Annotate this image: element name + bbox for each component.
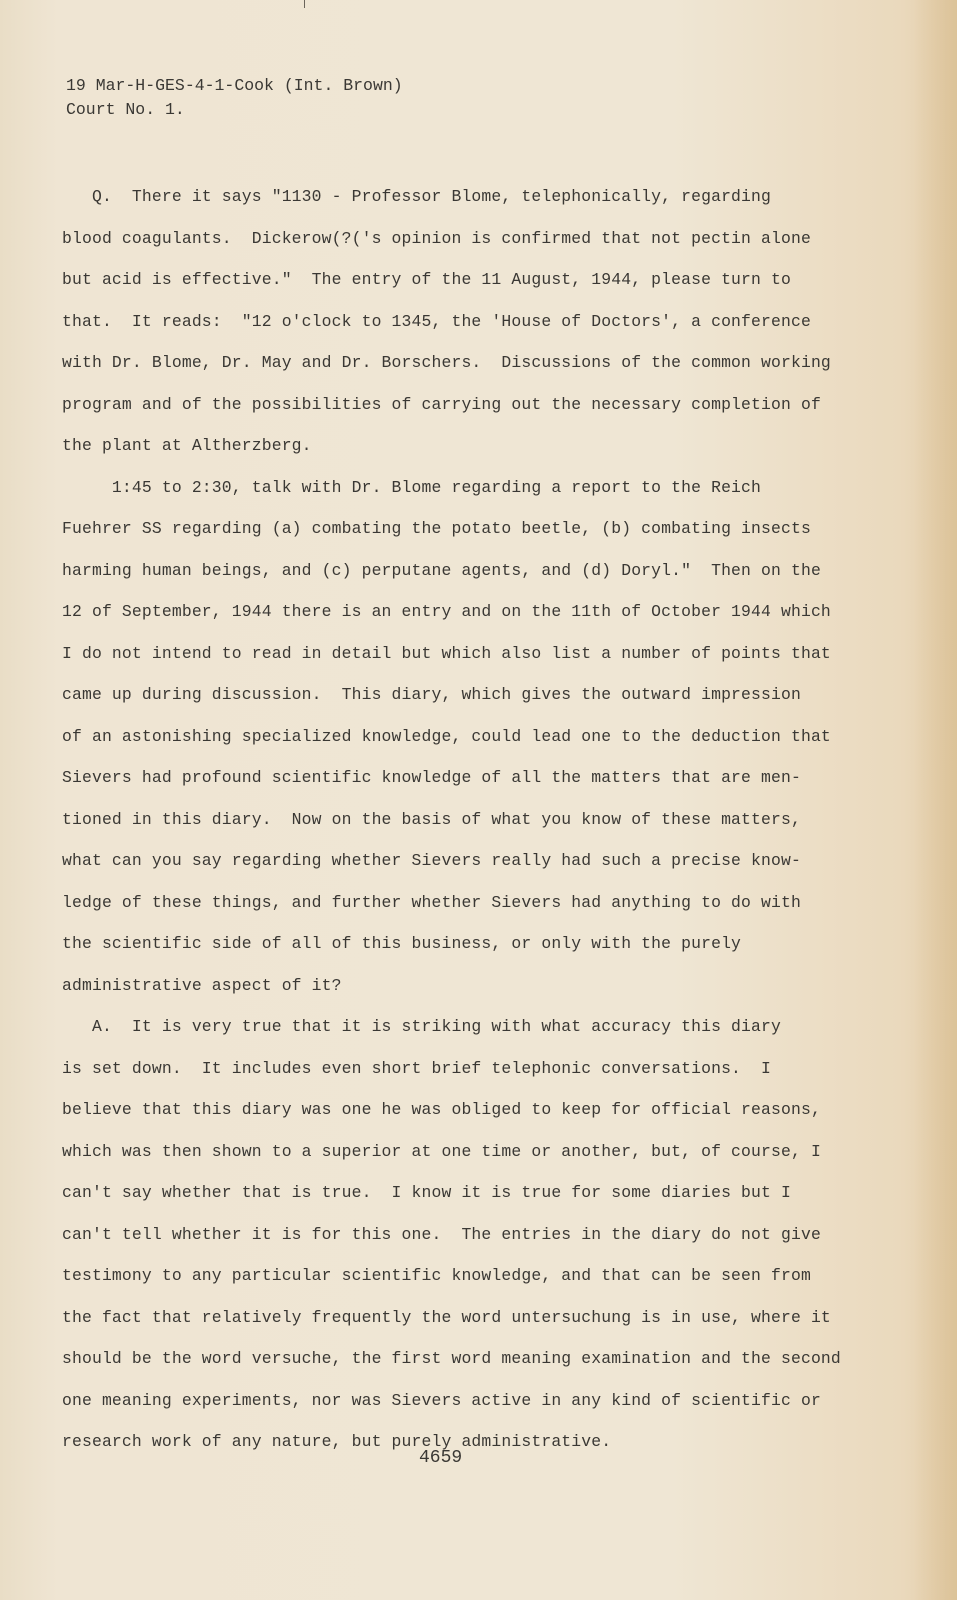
text-line: the fact that relatively frequently the word untersuchung is in use, where it — [62, 1307, 831, 1327]
text-line: 1:45 to 2:30, talk with Dr. Blome regarding a report to the Reich — [62, 477, 762, 497]
text-line: is set down. It includes even short brief telephonic conversations. I — [62, 1058, 772, 1078]
text-line: that. It reads: "12 o'clock to 1345, the 'House of Doctors', a conference — [62, 311, 811, 331]
text-line: can't tell whether it is for this one. The entries in the diary do not give — [62, 1224, 821, 1244]
text-line: blood coagulants. Dickerow(?('s opinion is confirmed that not pectin alone — [62, 228, 811, 248]
text-line: the scientific side of all of this business, or only with the purely — [62, 934, 742, 953]
text-line: tioned in this diary. Now on the basis of what you know of these matters, — [62, 809, 801, 829]
text-line: one meaning experiments, nor was Sievers active in any kind of scientific or — [62, 1390, 821, 1410]
text-line: can't say whether that is true. I know it is true for some diaries but I — [62, 1183, 791, 1202]
text-line: research work of any nature, but purely administrative. — [62, 1432, 612, 1451]
page-edge-shading — [913, 0, 957, 1600]
session-reference: 19 Mar-H-GES-4-1-Cook (Int. Brown) — [66, 76, 403, 95]
text-line: the plant at Altherzberg. — [62, 436, 312, 455]
text-line: Fuehrer SS regarding (a) combating the potato beetle, (b) combating insects — [62, 519, 811, 538]
text-line: believe that this diary was one he was obliged to keep for official reasons, — [62, 1100, 821, 1119]
page-header — [66, 74, 403, 122]
text-line: Sievers had profound scientific knowledge of all the matters that are men- — [62, 768, 801, 787]
text-line: administrative aspect of it? — [62, 975, 342, 995]
top-tick-mark — [304, 0, 305, 8]
text-line: 12 of September, 1944 there is an entry and on the 11th of October 1944 which — [62, 602, 831, 621]
court-number: Court No. 1. — [66, 100, 185, 119]
text-line: A. It is very true that it is striking with what accuracy this diary — [62, 1017, 781, 1036]
text-line: with Dr. Blome, Dr. May and Dr. Borschers. Discussions of the common working — [62, 353, 831, 372]
text-line: what can you say regarding whether Sievers really had such a precise know- — [62, 851, 801, 870]
text-line: testimony to any particular scientific knowledge, and that can be seen from — [62, 1266, 811, 1285]
text-line: should be the word versuche, the first word meaning examination and the second — [62, 1349, 841, 1368]
text-line: ledge of these things, and further whether Sievers had anything to do with — [62, 892, 801, 912]
page-number: 4659 — [419, 1448, 463, 1468]
text-line: harming human beings, and (c) perputane agents, and (d) Doryl." Then on the — [62, 560, 821, 580]
text-line: which was then shown to a superior at one time or another, but, of course, I — [62, 1141, 821, 1161]
text-line: but acid is effective." The entry of the 11 August, 1944, please turn to — [62, 270, 791, 289]
text-line: program and of the possibilities of carrying out the necessary completion of — [62, 394, 821, 414]
transcript-body — [62, 176, 872, 1463]
text-line: came up during discussion. This diary, which gives the outward impression — [62, 685, 801, 704]
text-line: Q. There it says "1130 - Professor Blome, telephonically, regarding — [62, 187, 772, 206]
text-line: I do not intend to read in detail but which also list a number of points that — [62, 643, 831, 663]
text-line: of an astonishing specialized knowledge, could lead one to the deduction that — [62, 726, 831, 746]
